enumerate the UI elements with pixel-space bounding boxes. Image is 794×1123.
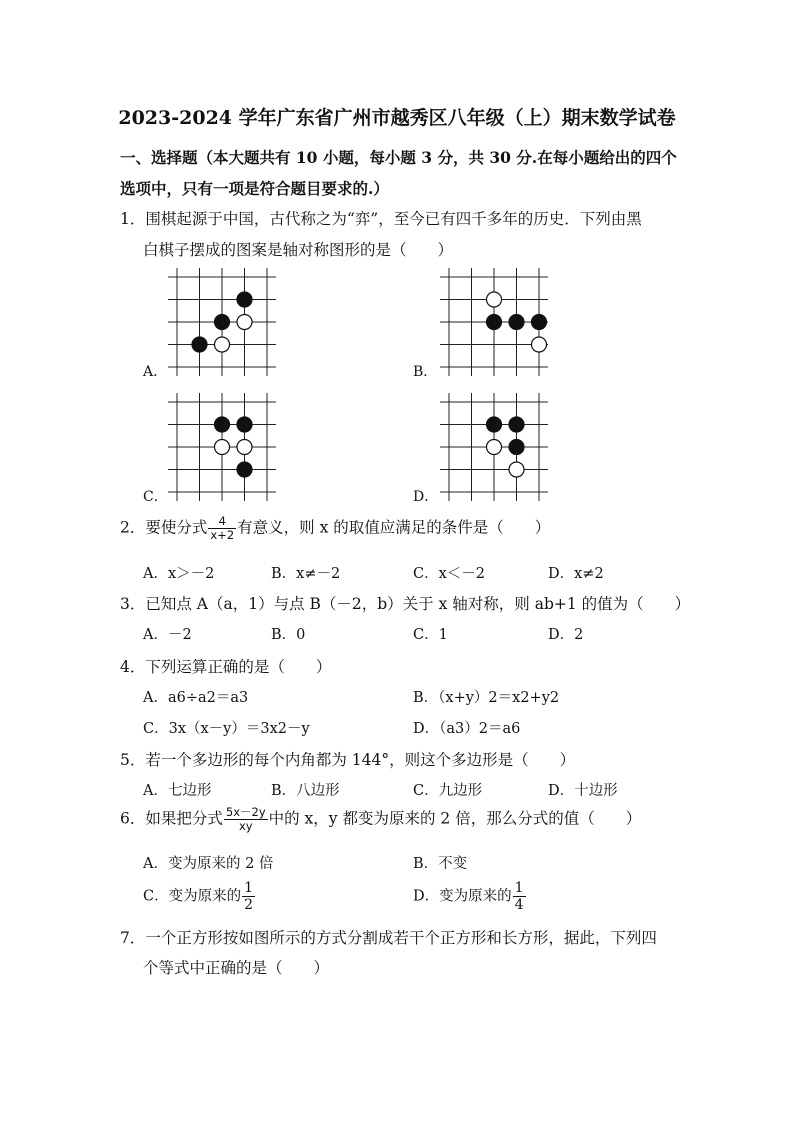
white-stone <box>487 292 502 307</box>
q5-option-d: D．十边形 <box>548 783 618 799</box>
q4-option-d: D．（a3）2＝a6 <box>413 721 521 737</box>
q6-c-num: 1 <box>244 880 254 896</box>
q5-option-b: B．八边形 <box>271 783 340 799</box>
q6-c-den: 2 <box>244 897 254 914</box>
black-stone <box>237 462 252 477</box>
white-stone <box>237 315 252 330</box>
q6-option-c-text: C．变为原来的 <box>143 888 242 905</box>
black-stone <box>487 417 502 432</box>
q2-text <box>120 515 550 542</box>
black-stone <box>215 315 230 330</box>
q6-option-c <box>143 880 256 913</box>
q1-option-b-label: B． <box>413 364 438 380</box>
section-heading-line2: 选项中，只有一项是符合题目要求的.） <box>120 179 389 198</box>
q1-text-line2: 白棋子摆成的图案是轴对称图形的是（ ） <box>143 241 454 259</box>
section-heading-line1: 一、选择题（本大题共有 10 小题，每小题 3 分，共 30 分.在每小题给出的四个 <box>120 148 677 167</box>
q6-d-den: 4 <box>514 897 524 914</box>
q5-option-a: A．七边形 <box>143 783 212 799</box>
q3-option-a: A．－2 <box>143 627 192 643</box>
q2-option-b: B．x≠－2 <box>271 566 341 582</box>
white-stone <box>487 440 502 455</box>
q2-post: 有意义，则 x 的取值应满足的条件是（ ） <box>237 518 551 537</box>
q2-option-c: C．x＜－2 <box>413 566 485 582</box>
q7-text-line2: 个等式中正确的是（ ） <box>143 959 330 977</box>
q6-frac-num: 5x－2y <box>225 805 266 819</box>
q6-option-d-fraction <box>513 880 526 913</box>
go-board-d <box>440 393 548 501</box>
white-stone <box>215 440 230 455</box>
black-stone <box>215 417 230 432</box>
q4-text: 4．下列运算正确的是（ ） <box>120 658 332 676</box>
black-stone <box>192 337 207 352</box>
q2-option-d: D．x≠2 <box>548 566 604 582</box>
q6-option-a: A．变为原来的 2 倍 <box>143 856 274 872</box>
q6-option-d <box>413 880 527 913</box>
black-stone <box>509 315 524 330</box>
white-stone <box>532 337 547 352</box>
white-stone <box>237 440 252 455</box>
q5-text: 5．若一个多边形的每个内角都为 144°，则这个多边形是（ ） <box>120 751 576 769</box>
black-stone <box>532 315 547 330</box>
black-stone <box>509 440 524 455</box>
go-board-c <box>168 393 276 501</box>
black-stone <box>509 417 524 432</box>
q4-option-c: C．3x（x－y）＝3x2－y <box>143 721 310 737</box>
q6-post: 中的 x，y 都变为原来的 2 倍，那么分式的值（ ） <box>268 809 642 828</box>
q6-fraction <box>224 806 268 833</box>
q7-text-line1: 7．一个正方形按如图所示的方式分割成若干个正方形和长方形，据此，下列四 <box>120 929 657 947</box>
q4-option-a: A．a6÷a2＝a3 <box>143 690 249 706</box>
q3-option-b: B．0 <box>271 627 306 643</box>
q2-frac-den: x+2 <box>210 528 235 543</box>
go-board-b <box>440 268 548 376</box>
q6-option-d-text: D．变为原来的 <box>413 888 512 905</box>
q1-text-line1: 1．围棋起源于中国，古代称之为“弈”，至今已有四千多年的历史．下列由黑 <box>120 210 642 228</box>
q1-option-a-label: A． <box>143 364 168 380</box>
white-stone <box>215 337 230 352</box>
go-board-a <box>168 268 276 376</box>
q4-option-b: B．（x+y）2＝x2+y2 <box>413 690 560 706</box>
white-stone <box>509 462 524 477</box>
q1-option-d-label: D． <box>413 489 439 505</box>
q2-frac-num: 4 <box>208 515 236 529</box>
q1-option-c-label: C． <box>143 489 168 505</box>
q2-option-a: A．x＞－2 <box>143 566 215 582</box>
black-stone <box>237 417 252 432</box>
q3-option-c: C．1 <box>413 627 448 643</box>
q6-pre: 6．如果把分式 <box>120 809 223 828</box>
q6-text <box>120 806 641 833</box>
black-stone <box>487 315 502 330</box>
page-title: 2023-2024 学年广东省广州市越秀区八年级（上）期末数学试卷 <box>118 107 676 129</box>
q3-option-d: D．2 <box>548 627 584 643</box>
black-stone <box>237 292 252 307</box>
q2-pre: 2．要使分式 <box>120 518 208 537</box>
q5-option-c: C．九边形 <box>413 783 483 799</box>
q6-option-b: B．不变 <box>413 856 468 872</box>
q2-fraction <box>208 515 236 542</box>
q3-text: 3．已知点 A（a，1）与点 B（－2，b）关于 x 轴对称，则 ab+1 的值为（ ） <box>120 595 691 613</box>
q6-d-num: 1 <box>514 880 524 896</box>
q6-frac-den: xy <box>238 819 253 834</box>
q6-option-c-fraction <box>242 880 255 913</box>
